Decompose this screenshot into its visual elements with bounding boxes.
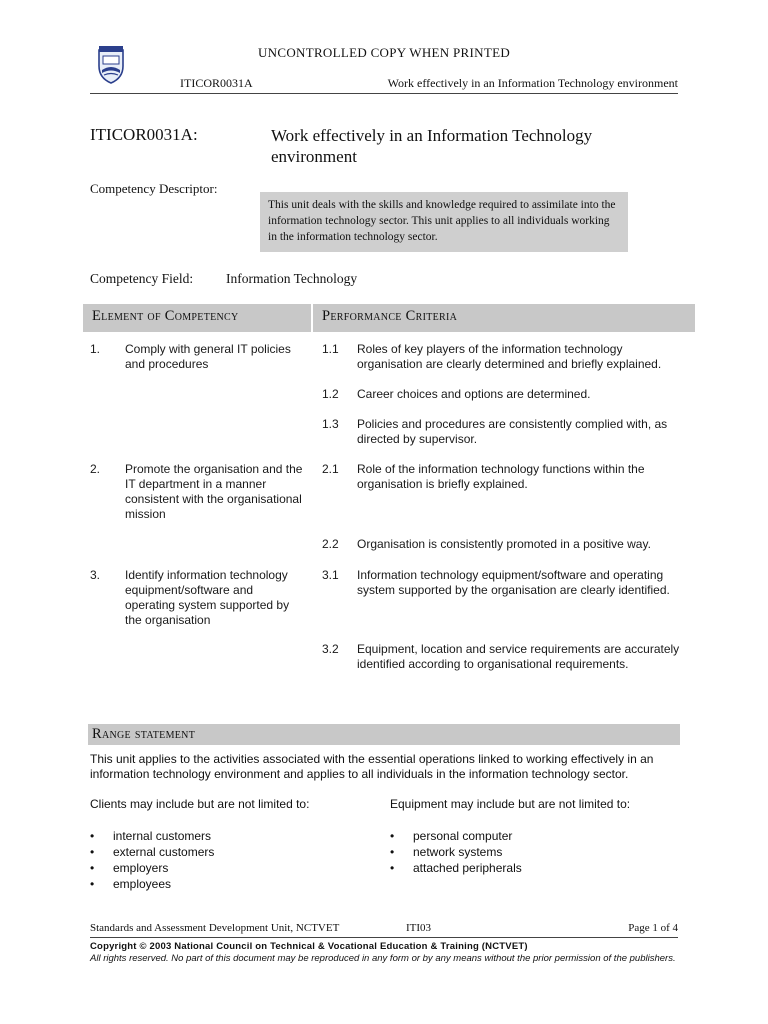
copyright-notice: Copyright © 2003 National Council on Technical & Vocational Education & Training (NCTVET) (90, 941, 528, 952)
criterion-number: 2.1 (322, 462, 339, 476)
element-number: 3. (90, 568, 101, 582)
criterion-text: Career choices and options are determined. (357, 387, 591, 401)
descriptor-text: This unit deals with the skills and knowledge required to assimilate into the information technology sector. This unit applies to all individuals working in the information technology sector. (268, 199, 616, 243)
element-text: Promote the organisation and the IT department in a manner consistent with the organisational mission (125, 462, 303, 521)
criterion-number: 2.2 (322, 537, 339, 551)
equipment-label: Equipment may include but are not limited to: (390, 797, 631, 811)
header-unit-code: ITICOR0031A (180, 76, 253, 90)
criterion-text: Policies and procedures are consistently complied with, as directed by supervisor. (357, 417, 668, 446)
descriptor-label: Competency Descriptor: (90, 181, 218, 196)
uncontrolled-notice: UNCONTROLLED COPY WHEN PRINTED (257, 45, 511, 60)
footer-code: ITI03 (406, 922, 432, 934)
criterion-number: 1.2 (322, 387, 339, 401)
element-text: Identify information technology equipment/software and operating system supported by the organisation (125, 568, 290, 627)
list-item: • employers (90, 860, 214, 876)
clients-label: Clients may include but are not limited to: (90, 797, 310, 811)
footer-page-number: Page 1 of 4 (628, 922, 678, 934)
criterion-text: Information technology equipment/software and operating system supported by the organisation are clearly identified. (357, 568, 670, 597)
rights-notice: All rights reserved. No part of this document may be reproduced in any form or by any means without the prior permission of the publishers. (90, 953, 676, 964)
list-item: • employees (90, 876, 214, 892)
footer-unit: Standards and Assessment Development Unit, NCTVET (90, 922, 340, 934)
footer-divider (90, 937, 678, 938)
element-number: 1. (90, 342, 101, 356)
header-divider (90, 93, 678, 94)
unit-code: ITICOR0031A: (90, 125, 198, 144)
element-number: 2. (90, 462, 101, 476)
column-header-criteria: Performance Criteria (322, 308, 458, 324)
criterion-number: 1.3 (322, 417, 339, 431)
criterion-text: Roles of key players of the information technology organisation are clearly determined and briefly explained. (357, 342, 662, 371)
element-text: Comply with general IT policies and procedures (125, 342, 291, 371)
criterion-text: Organisation is consistently promoted in a positive way. (357, 537, 651, 551)
list-item: • network systems (390, 844, 522, 860)
list-item: • personal computer (390, 828, 522, 844)
criterion-number: 3.1 (322, 568, 339, 582)
criterion-text: Equipment, location and service requirements are accurately identified according to organisational requirements. (357, 642, 680, 671)
table-header-divider (311, 304, 313, 332)
unit-title: Work effectively in an Information Technology environment (271, 126, 593, 166)
equipment-list (390, 828, 522, 876)
range-intro: This unit applies to the activities associated with the essential operations linked to working effectively in an information technology environment and applies to all individuals in the information technology sector. (90, 752, 654, 781)
list-item: • external customers (90, 844, 214, 860)
criterion-number: 3.2 (322, 642, 339, 656)
field-value: Information Technology (226, 271, 358, 286)
field-label: Competency Field: (90, 271, 194, 286)
criterion-text: Role of the information technology functions within the organisation is briefly explained. (357, 462, 645, 491)
criterion-number: 1.1 (322, 342, 339, 356)
clients-list (90, 828, 214, 892)
range-title: Range statement (92, 726, 196, 742)
header-unit-title: Work effectively in an Information Technology environment (387, 76, 678, 90)
list-item: • attached peripherals (390, 860, 522, 876)
column-header-element: Element of Competency (92, 308, 239, 324)
list-item: • internal customers (90, 828, 214, 844)
